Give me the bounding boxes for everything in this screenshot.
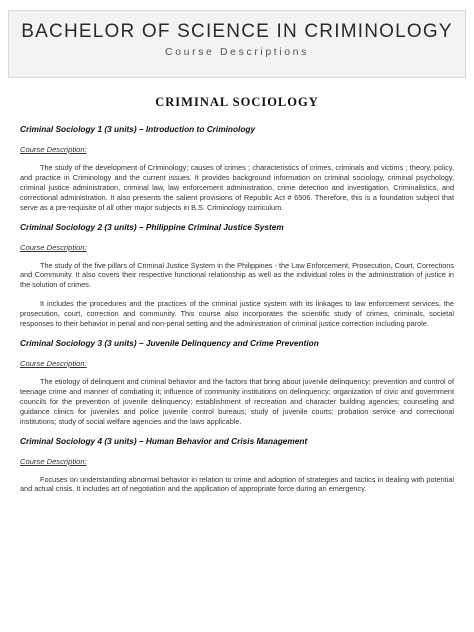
course-block [20,124,454,213]
course-heading: Criminal Sociology 2 (3 units) – Philippine Criminal Justice System [20,221,284,232]
course-description-label: Course Description: [20,145,87,154]
section-title: CRIMINAL SOCIOLOGY [155,95,319,109]
course-block [20,338,454,427]
course-description-paragraph: Focuses on understanding abnormal behavior in relation to crime and adoption of strategies and tactics in dealing with potential and actual crisis. It includes art of negotiation and the application of appropriate force during an emergency. [20,474,454,494]
course-description-paragraph: It includes the procedures and the practices of the criminal justice system with its linkages to law enforcement services, the prosecution, court, correction and community. This course also incorporates the scientific study of crimes, criminals, societal responses to their behavior in penal and non-penal setting and the administration of criminal justice correction including parole. [20,299,454,329]
course-heading: Criminal Sociology 3 (3 units) – Juvenile Delinquency and Crime Prevention [20,337,319,348]
course-description-label: Course Description: [20,358,87,368]
course-heading: Criminal Sociology 4 (3 units) – Human Behavior and Crisis Management [20,435,308,446]
course-list [20,124,454,503]
course-description-paragraph: The etiology of delinquent and criminal behavior and the factors that bring about juvenile delinquency; prevention and control of teenage crime and manner of combating it; influence of community institutions on delinquency; organization of civic and government councils for the prevention of juvenile delinquency; establishment of recreation and character building agencies; counseling and guidance clinics for juveniles and police juvenile control bureaus; study of juvenile courts; probation service and correctional institutions; study of social welfare agencies and the laws applicable. [20,376,454,426]
course-description-paragraph: The study of the development of Criminology; causes of crimes ; characteristics of crimes, criminals and victims ; theory, policy, and practice in Criminology and the current issues. It provides background information on criminal sociology, criminal psychology, criminal justice administration, criminal law, law enforcement administration, crime detection and investigation, Criminalistics, and correctional administration. It also presents the salient provisions of Republic Act # 6506. Therefore, this is a foundation subject that serve as a pre-requisite of all other major subjects in B.S. Criminology curriculum. [20,163,454,212]
course-block [20,222,454,329]
course-description-label: Course Description: [20,456,87,466]
document-subtitle: Course Descriptions [165,46,309,58]
course-block [20,436,454,495]
document-title: BACHELOR OF SCIENCE IN CRIMINOLOGY [21,21,453,42]
course-description-paragraph: The study of the five pillars of Criminal Justice System in the Philippines - the Law Enforcement, Prosecution, Court, Corrections and Community. It also covers their respective functional relationship as well as the individual roles in the administration of justice in the solution of crimes. [20,260,454,290]
course-heading: Criminal Sociology 1 (3 units) – Introduction to Criminology [20,124,256,134]
course-description-label: Course Description: [20,242,87,252]
document-header [8,10,466,78]
